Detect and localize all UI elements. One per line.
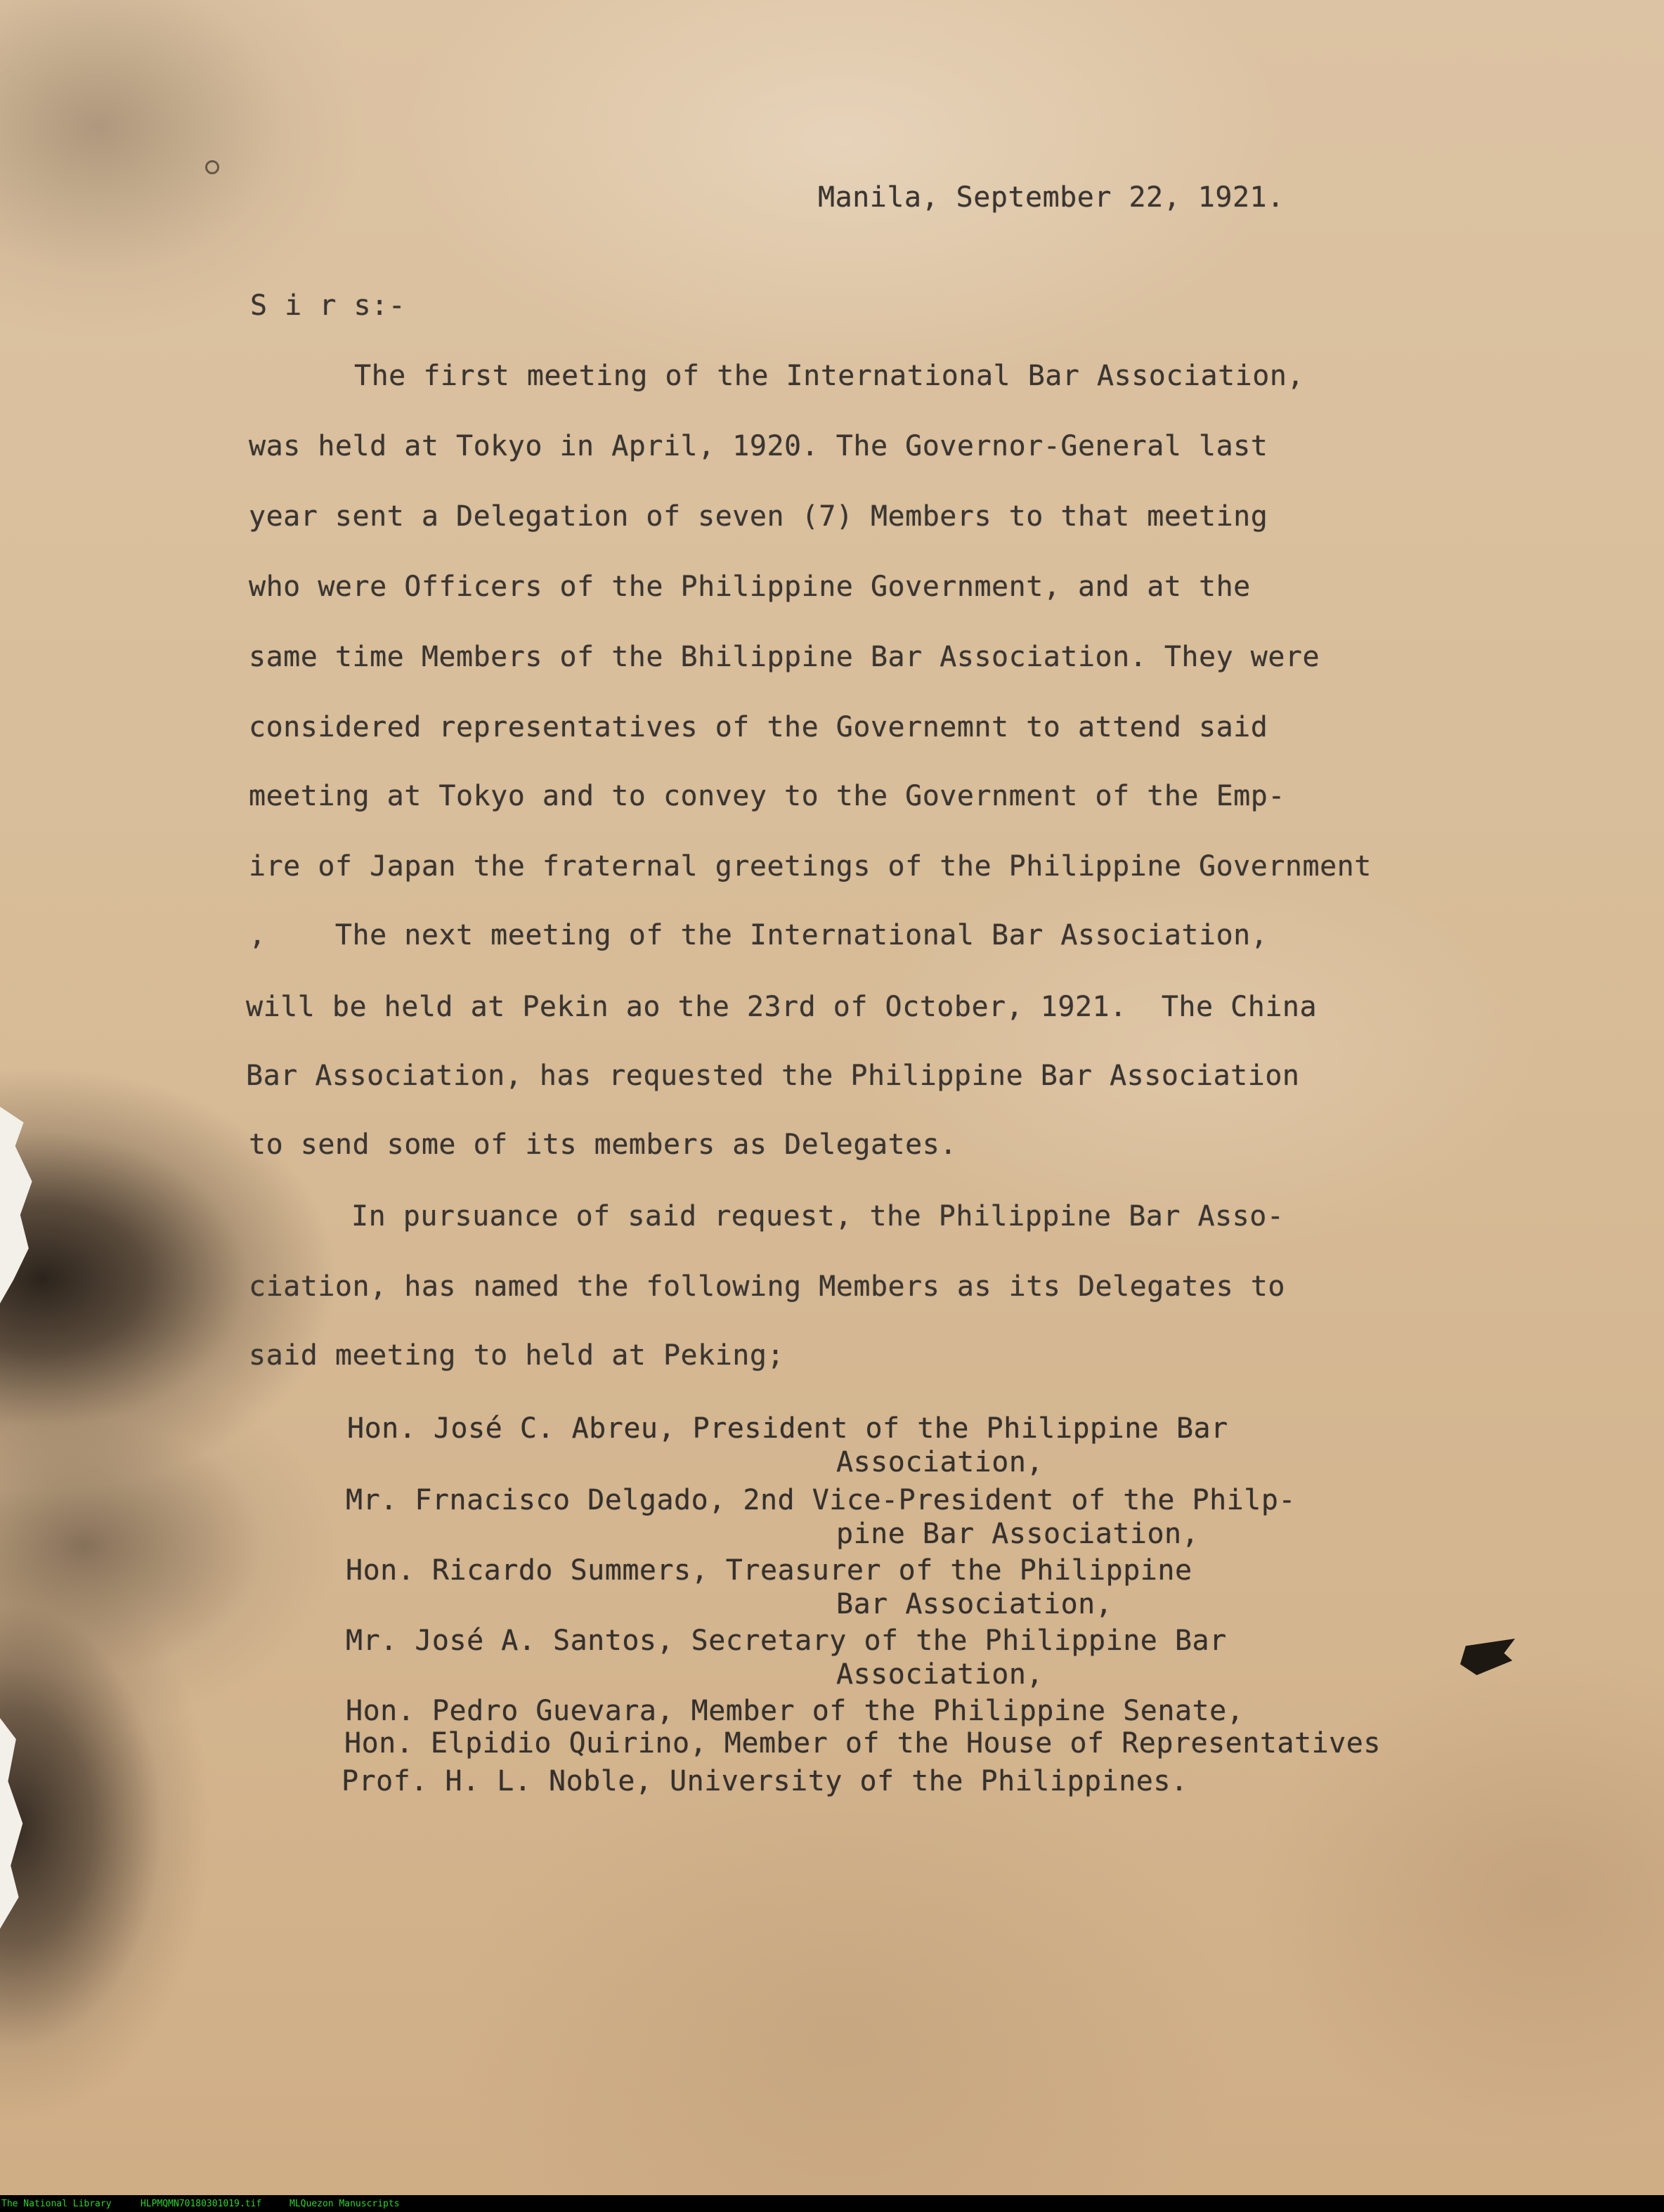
delegate-line: Prof. H. L. Noble, University of the Philippines.	[342, 1765, 1188, 1797]
delegate-line: Mr. Frnacisco Delgado, 2nd Vice-President of the Philp-	[346, 1484, 1296, 1516]
delegate-line: Hon. Pedro Guevara, Member of the Philippine Senate,	[346, 1695, 1244, 1727]
paper-tear	[0, 1718, 27, 1929]
ink-smudge	[1460, 1639, 1515, 1675]
scan-footer	[0, 2195, 1664, 2212]
delegate-line: Association,	[836, 1446, 1044, 1478]
body-line: year sent a Delegation of seven (7) Members to that meeting	[249, 500, 1268, 533]
delegate-line: Bar Association,	[836, 1588, 1113, 1620]
body-line: was held at Tokyo in April, 1920. The Governor-General last	[249, 430, 1268, 462]
delegate-line: Mr. José A. Santos, Secretary of the Philippine Bar	[346, 1625, 1227, 1657]
footer-library: The National Library	[1, 2199, 112, 2209]
paper-tear	[0, 1107, 34, 1303]
dateline: Manila, September 22, 1921.	[818, 181, 1285, 214]
delegate-line: Association,	[836, 1658, 1044, 1691]
body-line: In pursuance of said request, the Philippine Bar Asso-	[351, 1200, 1285, 1232]
body-line: considered representatives of the Governemnt to attend said	[249, 711, 1268, 743]
delegate-line: Hon. Ricardo Summers, Treasurer of the Philippine	[346, 1554, 1192, 1587]
body-line: ire of Japan the fraternal greetings of the Philippine Government	[249, 850, 1372, 883]
body-line: said meeting to held at Peking;	[249, 1339, 785, 1372]
delegate-line: pine Bar Association,	[836, 1518, 1200, 1550]
body-line: The first meeting of the International Bar Association,	[354, 360, 1305, 392]
body-line: to send some of its members as Delegates.	[249, 1128, 957, 1161]
body-line: will be held at Pekin ao the 23rd of October, 1921. The China	[246, 991, 1318, 1023]
salutation: S i r s:-	[250, 289, 406, 322]
body-line: , The next meeting of the International Bar Association,	[249, 919, 1268, 951]
body-line: same time Members of the Bhilippine Bar Association. They were	[249, 641, 1320, 673]
pin-hole	[205, 160, 219, 174]
delegate-line: Hon. José C. Abreu, President of the Philippine Bar	[347, 1412, 1228, 1445]
body-line: who were Officers of the Philippine Government, and at the	[249, 571, 1251, 603]
body-line: Bar Association, has requested the Philippine Bar Association	[246, 1060, 1300, 1092]
footer-filename: HLPMQMN70180301019.tif	[141, 2199, 262, 2209]
body-line: ciation, has named the following Members as its Delegates to	[249, 1270, 1285, 1303]
body-line: meeting at Tokyo and to convey to the Government of the Emp-	[249, 780, 1285, 812]
footer-collection: MLQuezon Manuscripts	[290, 2199, 400, 2209]
delegate-line: Hon. Elpidio Quirino, Member of the House of Representatives	[344, 1727, 1381, 1759]
